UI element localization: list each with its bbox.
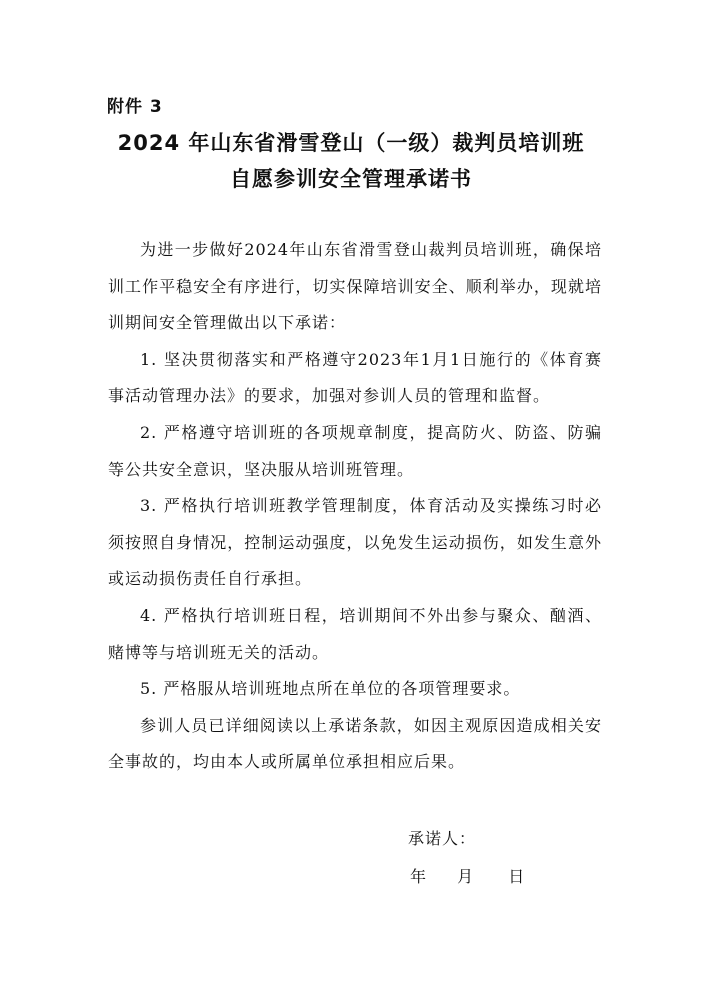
closing-paragraph: 参训人员已详细阅读以上承诺条款，如因主观原因造成相关安全事故的，均由本人或所属单位承担相应后果。 [108,715,602,772]
promisor-signature-label: 承诺人： [408,829,477,848]
document-title-line-2: 自愿参训安全管理承诺书 [230,167,472,191]
commitment-item-1: 1. 坚决贯彻落实和严格遵守2023年1月1日施行的《体育赛事活动管理办法》的要求，加强对参训人员的管理和监督。 [108,349,602,406]
commitment-item-3: 3. 严格执行培训班教学管理制度，体育活动及实操练习时必须按照自身情况，控制运动强度，以免发生运动损伤，如发生意外或运动损伤责任自行承担。 [108,496,602,589]
commitment-item-4: 4. 严格执行培训班日程，培训期间不外出参与聚众、酗酒、赌博等与培训班无关的活动。 [108,605,602,662]
date-month-label: 月 [457,867,475,886]
commitment-item-5: 5. 严格服从培训班地点所在单位的各项管理要求。 [140,679,521,699]
signature-date [410,864,525,887]
attachment-label: 附件 3 [107,97,163,117]
intro-paragraph: 为进一步做好2024年山东省滑雪登山裁判员培训班，确保培训工作平稳安全有序进行，切实保障培训安全、顺利举办，现就培训期间安全管理做出以下承诺： [108,240,602,333]
date-day-label: 日 [508,867,526,886]
document-title-line-1: 2024 年山东省滑雪登山（一级）裁判员培训班 [117,131,585,155]
date-year-label: 年 [410,867,428,886]
commitment-item-2: 2. 严格遵守培训班的各项规章制度，提高防火、防盗、防骗等公共安全意识，坚决服从培训班管理。 [108,422,602,479]
document-body [108,232,602,781]
